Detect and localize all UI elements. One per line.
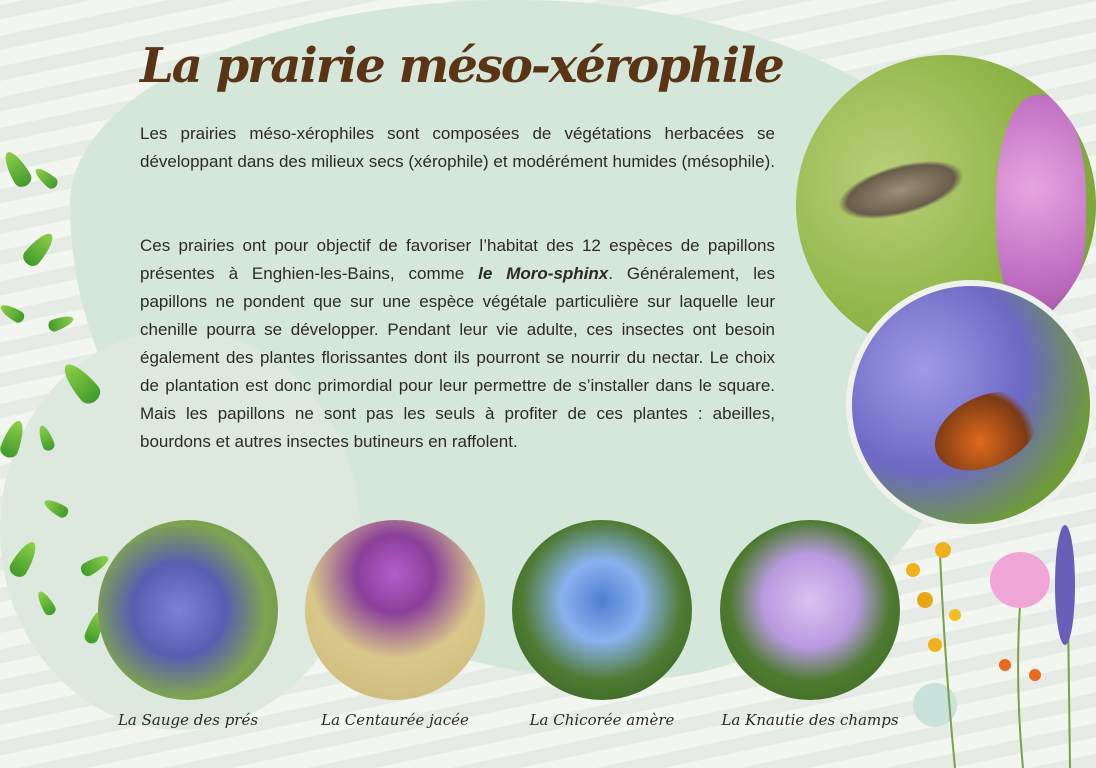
caption-chicoree: La Chicorée amère <box>529 711 675 729</box>
body-paragraph <box>140 232 775 456</box>
photo-sauge <box>98 520 278 700</box>
photo-knautie <box>720 520 900 700</box>
photo-bee-muscari <box>846 280 1096 530</box>
body-text-start: Ces prairies ont pour objectif de favoriser l’habitat des 12 espèces de papillons présentes à Enghien-les-Bains, comme <box>140 236 775 283</box>
bee-shape <box>922 376 1051 486</box>
intro-paragraph: Les prairies méso-xérophiles sont composées de végétations herbacées se développant dans des milieux secs (xérophile) et modérément humides (mésophile). <box>140 124 775 171</box>
caption-knautie: La Knautie des champs <box>721 711 899 729</box>
photo-chicoree <box>512 520 692 700</box>
body-text-end: . Généralement, les papillons ne pondent que sur une espèce végétale particulière sur laquelle leur chenille pourra se développer. Pendant leur vie adulte, ces insectes ont besoin également des plantes florissantes dont ils pourront se nourrir du nectar. Le choix de plantation est donc primordial pour leur permettre de s’installer dans le square. Mais les papillons ne sont pas les seuls à profiter de ces plantes : abeilles, bourdons et autres insectes butineurs en raffolent. <box>140 264 775 451</box>
caption-sauge: La Sauge des prés <box>117 711 259 729</box>
photo-centauree <box>305 520 485 700</box>
moth-shape <box>832 149 971 231</box>
caption-centauree: La Centaurée jacée <box>321 711 469 729</box>
moro-sphinx-highlight: le Moro-sphinx <box>478 264 609 283</box>
page-title: La prairie méso-xérophile <box>140 38 783 94</box>
wildflower-illustration <box>895 515 1096 768</box>
